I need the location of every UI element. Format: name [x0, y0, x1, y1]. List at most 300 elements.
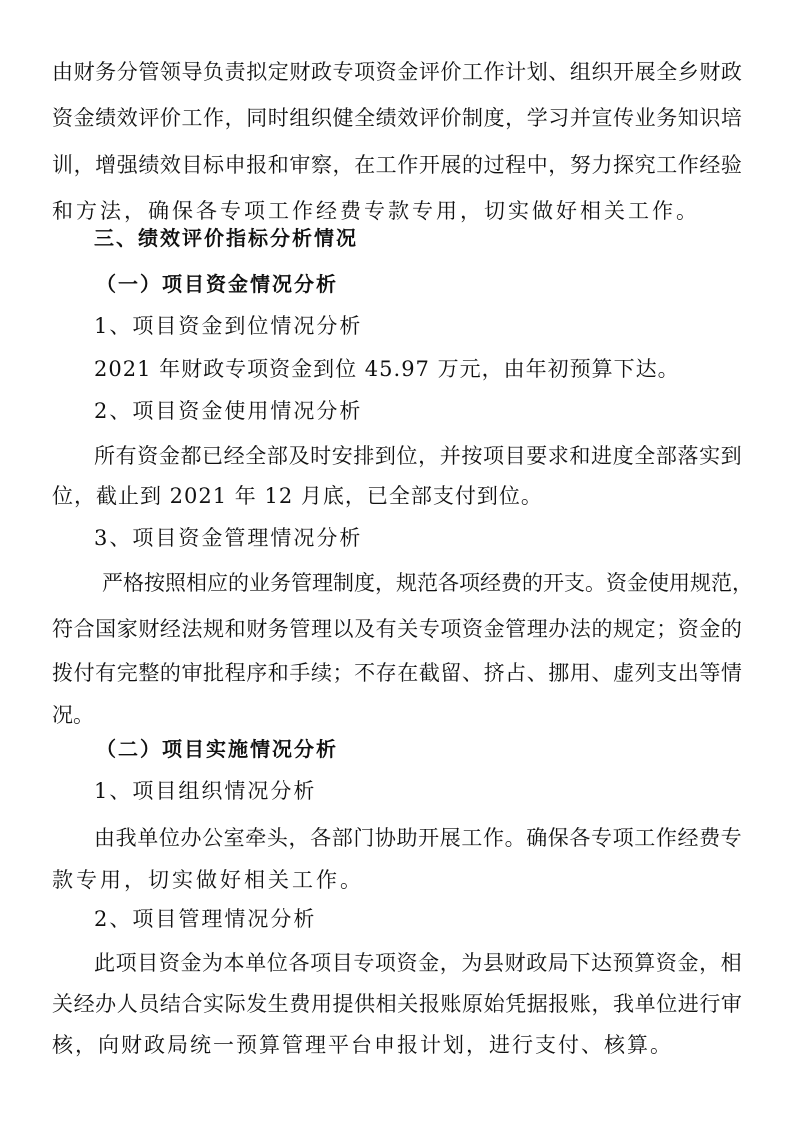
text-char: 作: [203, 106, 225, 130]
text-char: 部: [266, 444, 288, 468]
text-char: 务: [656, 106, 678, 130]
paragraph-text: 核，向财政局统一预算管理平台申报计划，进行支付、核算。: [52, 1033, 673, 1057]
text-char: 管: [291, 571, 312, 595]
text-char: 资: [137, 444, 159, 468]
paragraph-text: 和方法，确保各专项工作经费专款专用，切实做好相关工作。: [52, 199, 700, 223]
text-char: 续: [310, 661, 332, 685]
text-char: 专: [332, 60, 354, 84]
text-char: 的: [591, 617, 613, 641]
text-char: 位: [266, 951, 288, 975]
text-char: 资: [375, 60, 397, 84]
text-char: 作: [397, 153, 419, 177]
text-char: 。: [585, 571, 606, 595]
text-char: 务: [270, 571, 291, 595]
text-char: 展: [439, 826, 461, 850]
text-char: 导: [181, 60, 203, 84]
text-char: 保: [547, 826, 569, 850]
text-char: 度: [354, 571, 375, 595]
text-char: 关: [52, 992, 73, 1016]
text-char: 划: [526, 60, 548, 84]
text-char: 提: [332, 992, 354, 1016]
text-char: 完: [116, 661, 138, 685]
text-char: 传: [613, 106, 635, 130]
text-char: 价: [159, 106, 181, 130]
text-char: 、: [526, 661, 548, 685]
text-char: ，: [548, 153, 570, 177]
text-char: 用: [569, 661, 591, 685]
text-char: 规: [613, 617, 635, 641]
text-char: 等: [699, 661, 721, 685]
text-char: 资: [52, 106, 73, 130]
text-char: 管: [138, 60, 160, 84]
text-char: 凭: [505, 992, 527, 1016]
text-char: 拨: [52, 661, 73, 685]
text-char: 金: [73, 106, 95, 130]
text-char: 评: [418, 60, 440, 84]
text-char: ，: [591, 992, 613, 1016]
text-char: 合: [181, 992, 203, 1016]
text-char: 相: [375, 992, 397, 1016]
text-char: 门: [353, 826, 375, 850]
text-char: ；: [332, 661, 354, 685]
text-char: 、: [591, 661, 613, 685]
text-char: 审: [181, 661, 203, 685]
text-char: 排: [353, 444, 375, 468]
item-heading-line: [0, 899, 793, 939]
text-char: 拟: [246, 60, 268, 84]
text-char: 金: [677, 951, 699, 975]
subsection-heading-line: [0, 264, 793, 304]
text-char: 项: [115, 951, 137, 975]
text-char: 评: [418, 106, 440, 130]
justified-text: [52, 52, 742, 92]
text-char: 和: [267, 153, 289, 177]
text-char: 度: [483, 106, 505, 130]
text-char: 费: [699, 826, 721, 850]
text-char: 我: [115, 826, 137, 850]
subsection-heading: （一）项目资金情况分析: [96, 272, 338, 296]
text-char: 计: [505, 60, 527, 84]
text-char: 中: [526, 153, 548, 177]
text-char: 组: [569, 60, 591, 84]
item-heading-line: [0, 306, 793, 346]
text-char: 账: [440, 992, 462, 1016]
text-char: ，: [505, 106, 527, 130]
text-char: 生: [267, 992, 289, 1016]
text-char: 符: [52, 617, 73, 641]
text-char: 按: [144, 571, 165, 595]
text-char: 进: [591, 444, 613, 468]
text-char: 分: [116, 60, 138, 84]
text-char: 财: [699, 60, 721, 84]
text-char: 培: [720, 106, 742, 130]
paragraph-line: [0, 349, 793, 389]
paragraph-text: 2021 年财政专项资金到位 45.97 万元，由年初预算下达。: [94, 357, 680, 381]
text-char: 安: [331, 444, 353, 468]
text-char: 努: [569, 153, 591, 177]
text-char: 行: [699, 992, 721, 1016]
text-char: 办: [548, 617, 570, 641]
text-char: 绩: [138, 153, 160, 177]
text-char: 挤: [483, 661, 505, 685]
justified-text: [52, 653, 742, 693]
text-char: 资: [655, 951, 677, 975]
text-char: 度: [612, 444, 634, 468]
text-char: 目: [181, 153, 203, 177]
text-char: 宣: [591, 106, 613, 130]
text-char: ；: [656, 617, 678, 641]
text-char: 求: [547, 444, 569, 468]
text-char: 公: [202, 826, 224, 850]
text-char: 我: [613, 992, 635, 1016]
text-char: 审: [720, 992, 742, 1016]
justified-text: [52, 984, 742, 1024]
text-char: 不: [354, 661, 376, 685]
item-heading: 3、项目资金管理情况分析: [94, 526, 363, 550]
text-char: 部: [655, 444, 677, 468]
text-char: 审: [289, 153, 311, 177]
text-char: 工: [375, 153, 397, 177]
text-char: 工: [461, 60, 483, 84]
text-char: 强: [116, 153, 138, 177]
text-char: 管: [289, 617, 311, 641]
justified-text: [52, 98, 742, 138]
text-char: ，: [224, 106, 246, 130]
text-char: 理: [312, 571, 333, 595]
text-char: 定: [267, 60, 289, 84]
paragraph-line: [0, 818, 793, 858]
text-char: ，: [418, 444, 440, 468]
text-char: 局: [547, 951, 569, 975]
text-char: 领: [159, 60, 181, 84]
text-char: 人: [116, 992, 138, 1016]
text-char: 工: [656, 153, 678, 177]
subsection-heading: （二）项目实施情况分析: [96, 737, 338, 761]
text-char: 存: [375, 661, 397, 685]
text-char: 本: [223, 951, 245, 975]
text-char: 留: [440, 661, 462, 685]
text-char: 法: [569, 617, 591, 641]
text-char: 要: [526, 444, 548, 468]
item-heading: 1、项目资金到位情况分析: [94, 314, 363, 338]
text-char: 理: [310, 617, 332, 641]
text-char: 评: [138, 106, 160, 130]
text-char: 协: [374, 826, 396, 850]
text-char: 单: [245, 951, 267, 975]
text-char: 由: [94, 826, 115, 850]
item-heading-line: [0, 771, 793, 811]
text-char: 的: [461, 153, 483, 177]
paragraph-line: [0, 436, 793, 476]
text-char: ，: [288, 826, 310, 850]
text-char: 务: [267, 617, 289, 641]
text-char: 照: [165, 571, 186, 595]
paragraph-line: [0, 98, 793, 138]
text-char: ，: [439, 951, 461, 975]
text-char: 价: [440, 106, 462, 130]
text-char: 财: [504, 951, 526, 975]
item-heading: 2、项目资金使用情况分析: [94, 399, 363, 423]
paragraph-line: [0, 52, 793, 92]
text-char: 负: [203, 60, 225, 84]
text-char: 及: [288, 444, 310, 468]
text-char: 各: [438, 571, 459, 595]
text-char: 政: [526, 951, 548, 975]
text-char: 识: [699, 106, 721, 130]
text-char: 情: [720, 661, 742, 685]
paragraph-line: [0, 984, 793, 1024]
text-char: 支: [564, 571, 585, 595]
text-char: 金: [699, 617, 721, 641]
text-char: 关: [397, 617, 419, 641]
text-char: 截: [418, 661, 440, 685]
text-char: 单: [634, 992, 656, 1016]
text-char: 管: [505, 617, 527, 641]
text-char: 乡: [677, 60, 699, 84]
text-char: 项: [354, 60, 376, 84]
text-char: 项: [310, 951, 332, 975]
text-char: ，: [73, 153, 95, 177]
text-char: 预: [612, 951, 634, 975]
paragraph-text: 位，截止到 2021 年 12 月底，已全部支付到位。: [52, 484, 543, 508]
text-char: 经: [699, 153, 721, 177]
text-char: 实: [699, 444, 721, 468]
text-char: 序: [246, 661, 268, 685]
text-char: 申: [224, 153, 246, 177]
text-char: 训: [52, 153, 73, 177]
text-char: 绩: [375, 106, 397, 130]
text-char: 经: [223, 444, 245, 468]
text-char: 批: [203, 661, 225, 685]
text-char: 各: [569, 826, 591, 850]
text-char: 财: [138, 617, 160, 641]
text-char: 相: [720, 951, 742, 975]
text-char: 报: [548, 992, 570, 1016]
text-char: 用: [669, 571, 690, 595]
item-heading-line: [0, 391, 793, 431]
text-char: 办: [95, 992, 117, 1016]
text-char: 应: [207, 571, 228, 595]
text-char: 效: [116, 106, 138, 130]
text-char: 的: [159, 661, 181, 685]
text-char: 程: [224, 661, 246, 685]
text-char: 供: [354, 992, 376, 1016]
text-char: 经: [677, 826, 699, 850]
text-char: 财: [289, 60, 311, 84]
text-char: ，: [732, 571, 753, 595]
text-char: 理: [526, 617, 548, 641]
text-char: 财: [73, 60, 95, 84]
text-char: 展: [440, 153, 462, 177]
text-char: 规: [203, 617, 225, 641]
text-char: 有: [95, 661, 117, 685]
text-char: 组: [289, 106, 311, 130]
justified-text: [94, 943, 742, 983]
text-char: ，: [699, 951, 721, 975]
text-char: 范: [711, 571, 732, 595]
text-char: 全: [656, 60, 678, 84]
text-char: 财: [246, 617, 268, 641]
text-char: 费: [501, 571, 522, 595]
text-char: 为: [202, 951, 224, 975]
text-char: 务: [95, 60, 117, 84]
text-char: 的: [522, 571, 543, 595]
text-char: 县: [482, 951, 504, 975]
text-char: 位: [396, 444, 418, 468]
text-char: 国: [95, 617, 117, 641]
paragraph-line: [0, 609, 793, 649]
text-char: 所: [94, 444, 115, 468]
text-char: 严: [102, 571, 123, 595]
text-char: 法: [181, 617, 203, 641]
paragraph-text: 况。: [52, 703, 94, 727]
text-char: 范: [417, 571, 438, 595]
text-char: 员: [138, 992, 160, 1016]
text-char: 规: [396, 571, 417, 595]
text-char: 项: [459, 571, 480, 595]
paragraph-line: [0, 1025, 793, 1065]
text-char: 经: [159, 617, 181, 641]
text-char: 标: [203, 153, 225, 177]
text-char: 经: [73, 992, 95, 1016]
text-char: 整: [138, 661, 160, 685]
text-char: 开: [543, 571, 564, 595]
text-char: 家: [116, 617, 138, 641]
paragraph-text: 款专用，切实做好相关工作。: [52, 868, 364, 892]
text-char: 位: [158, 826, 180, 850]
subsection-heading-line: [0, 729, 793, 769]
text-char: 织: [310, 106, 332, 130]
text-char: 程: [505, 153, 527, 177]
text-char: 习: [548, 106, 570, 130]
text-char: 责: [224, 60, 246, 84]
paragraph-line: [0, 943, 793, 983]
text-char: 始: [483, 992, 505, 1016]
text-char: 在: [354, 153, 376, 177]
text-char: 使: [648, 571, 669, 595]
text-char: 探: [613, 153, 635, 177]
text-char: 经: [480, 571, 501, 595]
text-char: 下: [569, 951, 591, 975]
text-char: 全: [245, 444, 267, 468]
text-char: 知: [677, 106, 699, 130]
text-char: 作: [655, 826, 677, 850]
text-char: 由: [52, 60, 73, 84]
text-char: 全: [634, 444, 656, 468]
text-char: 占: [505, 661, 527, 685]
text-char: 各: [288, 951, 310, 975]
text-char: 关: [397, 992, 419, 1016]
text-char: 报: [246, 153, 268, 177]
text-char: 业: [634, 106, 656, 130]
text-char: 合: [73, 617, 95, 641]
text-char: 目: [504, 444, 526, 468]
text-char: 为: [461, 951, 483, 975]
text-char: 位: [656, 992, 678, 1016]
text-char: 虚: [613, 661, 635, 685]
text-char: 并: [569, 106, 591, 130]
text-char: 过: [483, 153, 505, 177]
text-char: 际: [224, 992, 246, 1016]
text-char: 部: [331, 826, 353, 850]
text-char: 已: [202, 444, 224, 468]
text-char: 到: [374, 444, 396, 468]
text-char: 工: [634, 826, 656, 850]
text-char: 工: [461, 826, 483, 850]
text-char: 价: [440, 60, 462, 84]
paragraph-line: [0, 653, 793, 693]
text-char: 结: [159, 992, 181, 1016]
text-char: 作: [483, 60, 505, 84]
text-char: 费: [289, 992, 311, 1016]
text-char: 格: [123, 571, 144, 595]
text-char: 项: [440, 617, 462, 641]
text-char: 专: [591, 826, 613, 850]
text-char: 同: [246, 106, 268, 130]
text-char: 、: [461, 661, 483, 685]
text-char: 落: [677, 444, 699, 468]
text-char: 。: [504, 826, 526, 850]
text-char: 出: [677, 661, 699, 685]
text-char: 察: [310, 153, 332, 177]
text-char: 并: [439, 444, 461, 468]
text-char: 算: [634, 951, 656, 975]
text-char: 健: [332, 106, 354, 130]
text-char: 究: [634, 153, 656, 177]
text-char: 相: [186, 571, 207, 595]
item-heading: 2、项目管理情况分析: [94, 907, 317, 931]
text-char: ，: [332, 153, 354, 177]
justified-text: [102, 563, 753, 603]
text-char: 金: [418, 951, 440, 975]
text-char: 助: [396, 826, 418, 850]
text-char: 作: [482, 826, 504, 850]
text-char: 进: [677, 992, 699, 1016]
text-char: 政: [310, 60, 332, 84]
text-char: 、: [548, 60, 570, 84]
text-char: 账: [569, 992, 591, 1016]
text-char: 专: [353, 951, 375, 975]
text-char: 原: [461, 992, 483, 1016]
justified-text: [94, 818, 742, 858]
text-char: 开: [613, 60, 635, 84]
justified-text: [52, 145, 742, 185]
text-char: 确: [526, 826, 548, 850]
text-char: 展: [634, 60, 656, 84]
text-char: 牵: [245, 826, 267, 850]
text-char: 报: [418, 992, 440, 1016]
text-char: 业: [249, 571, 270, 595]
text-char: 制: [333, 571, 354, 595]
text-char: 有: [375, 617, 397, 641]
text-char: 开: [418, 826, 440, 850]
text-char: 用: [310, 992, 332, 1016]
paragraph-line: [0, 145, 793, 185]
text-char: 项: [374, 951, 396, 975]
text-char: 时: [310, 444, 332, 468]
text-char: 据: [526, 992, 548, 1016]
paragraph-line: [0, 860, 793, 900]
text-char: 项: [612, 826, 634, 850]
text-char: 效: [397, 106, 419, 130]
text-char: 规: [690, 571, 711, 595]
text-char: 有: [115, 444, 137, 468]
item-heading-line: [0, 518, 793, 558]
text-char: 工: [181, 106, 203, 130]
text-char: 办: [180, 826, 202, 850]
justified-text: [94, 436, 742, 476]
text-char: 制: [461, 106, 483, 130]
